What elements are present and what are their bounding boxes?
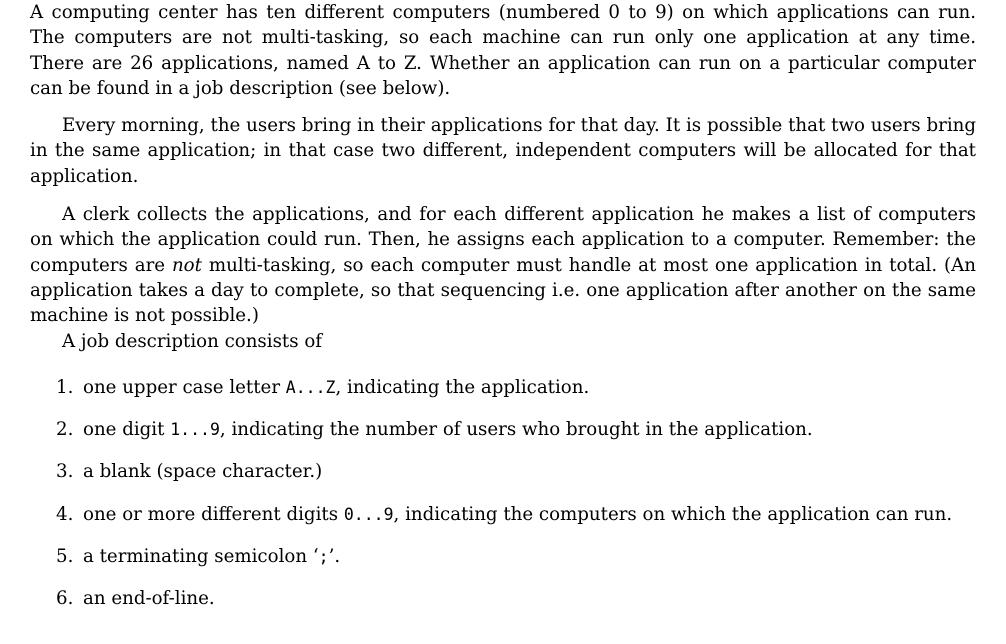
- list-item-code: ;: [318, 547, 329, 566]
- paragraph-morning: Every morning, the users bring in their applications for that day. It is possible that two users bring in the same application; in that case two different, independent computers will be allocated for that application.: [30, 115, 976, 187]
- list-item-number: 4.: [56, 504, 74, 525]
- list-item: [56, 545, 340, 569]
- list-item-text-tail: ’.: [328, 546, 341, 567]
- list-item-text: an end-of-line.: [83, 588, 215, 609]
- list-item-number: 6.: [56, 588, 74, 609]
- list-item-text: a terminating semicolon ‘: [83, 546, 319, 567]
- list-item-number: 3.: [56, 461, 74, 482]
- list-item-text-tail: , indicating the number of users who brought in the application.: [219, 419, 813, 440]
- list-item: [56, 418, 813, 442]
- list-item: [56, 503, 952, 527]
- list-item-number: 2.: [56, 419, 74, 440]
- paragraph-clerk-part2: multi-tasking, so each computer must handle at most one application in total. (An application takes a day to complete, so that sequencing i.e. one application after another on the same machine is not possible.): [30, 254, 976, 327]
- list-item-text: one or more different digits: [83, 504, 344, 525]
- list-item-text: one digit: [83, 419, 171, 440]
- list-item-text: one upper case letter: [83, 377, 286, 398]
- paragraph-job-description: A job description consists of: [62, 331, 323, 352]
- list-item: [56, 460, 322, 484]
- emphasis-not: not: [171, 254, 202, 276]
- paragraph-intro: A computing center has ten different computers (numbered 0 to 9) on which applications can run. The computers are not multi-tasking, so each machine can run only one application at any time. There are 26 applications, named A to Z. Whether an application can run on a particular computer can be found in a job description (see below).: [30, 2, 976, 99]
- list-item-code: 0...9: [343, 505, 394, 524]
- paragraph-clerk-part1: A clerk collects the applications, and for each different application he makes a list of computers on which the application could run. Then, he assigns each application to a computer. Remember: the computers are: [30, 204, 976, 276]
- list-item-code: 1...9: [170, 420, 220, 439]
- paragraph-clerk: [30, 202, 976, 328]
- list-item: [56, 587, 215, 611]
- list-item-number: 1.: [56, 377, 74, 398]
- list-item-text-tail: , indicating the application.: [335, 377, 590, 398]
- list-item-text-tail: , indicating the computers on which the application can run.: [393, 504, 953, 525]
- list-item-code: A...Z: [285, 378, 336, 397]
- list-item-text: a blank (space character.): [83, 461, 323, 482]
- list-item-number: 5.: [56, 546, 74, 567]
- list-item: [56, 376, 589, 400]
